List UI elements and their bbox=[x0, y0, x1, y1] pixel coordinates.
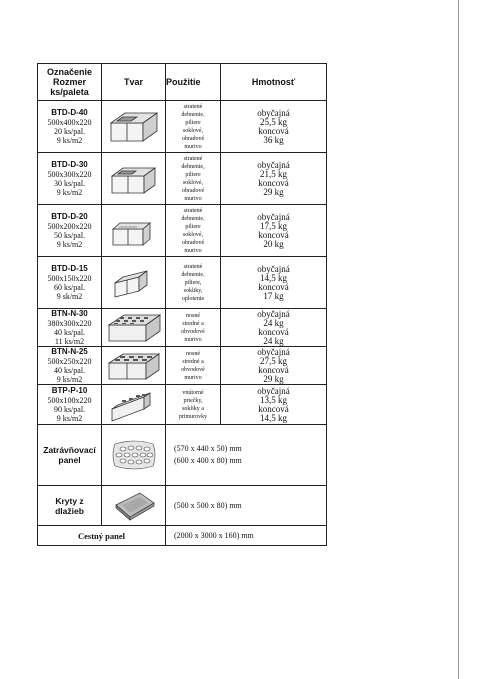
table-row bbox=[38, 205, 327, 257]
page-edge-line bbox=[458, 0, 459, 679]
block-designation-cell: BTN-N-30 380x300x220 40 ks/pal. 11 ks/m2 bbox=[38, 309, 102, 347]
table-row bbox=[38, 425, 327, 486]
block-use-cell: nosné stredné a obvodové murivo bbox=[166, 347, 221, 385]
header-shape: Tvar bbox=[102, 64, 166, 101]
block-designation-cell: BTN-N-25 500x250x220 40 ks/pal. 9 ks/m2 bbox=[38, 347, 102, 385]
header-designation: Označenie Rozmer ks/paleta bbox=[38, 64, 102, 101]
header-use: Použitie bbox=[166, 64, 221, 101]
panel-sizes-cell: (500 x 500 x 80) mm bbox=[166, 486, 327, 526]
hollow-formwork-block-icon bbox=[102, 257, 166, 309]
table-row bbox=[38, 526, 327, 546]
block-code: BTN-N-25 bbox=[51, 347, 88, 356]
load-bearing-block-icon bbox=[102, 347, 166, 385]
product-spec-table bbox=[37, 63, 327, 546]
panel-name-cell: Zatrávňovací panel bbox=[38, 425, 102, 486]
block-use-cell: nosné stredné a obvodové murivo bbox=[166, 309, 221, 347]
block-code: BTD-D-40 bbox=[51, 108, 88, 117]
table-row bbox=[38, 257, 327, 309]
road-panel-name: Cestný panel bbox=[38, 526, 166, 546]
block-weight-cell: obyčajná 21,5 kg koncová 29 kg bbox=[221, 153, 327, 205]
block-code: BTD-D-30 bbox=[51, 160, 88, 169]
table-row bbox=[38, 347, 327, 385]
panel-name-cell: Kryty z dlažieb bbox=[38, 486, 102, 526]
block-weight-cell: obyčajná 13,5 kg koncová 14,5 kg bbox=[221, 385, 327, 425]
block-weight-cell: obyčajná 14,5 kg koncová 17 kg bbox=[221, 257, 327, 309]
block-use-cell: stratené debnenie, piliere soklové, obradové murivo bbox=[166, 101, 221, 153]
paving-slab-icon bbox=[102, 486, 166, 526]
table-row bbox=[38, 385, 327, 425]
hollow-formwork-block-icon bbox=[102, 153, 166, 205]
table-row bbox=[38, 486, 327, 526]
block-designation-cell: BTD-D-30 500x300x220 30 ks/pal. 9 ks/m2 bbox=[38, 153, 102, 205]
block-use-cell: vnútorné priečky, sokliky a primurovky bbox=[166, 385, 221, 425]
panel-sizes-cell: (570 x 440 x 50) mm (600 x 400 x 80) mm bbox=[166, 425, 327, 486]
header-row bbox=[38, 64, 327, 101]
road-panel-size: (2000 x 3000 x 160) mm bbox=[166, 526, 327, 546]
block-use-cell: stratené debnenie, piliere soklové, obradové murivo bbox=[166, 205, 221, 257]
block-designation-cell: BTD-D-20 500x200x220 50 ks/pal. 9 ks/m2 bbox=[38, 205, 102, 257]
block-code: BTD-D-15 bbox=[51, 264, 88, 273]
block-code: BTN-N-30 bbox=[51, 309, 88, 318]
block-designation-cell: BTD-D-40 500x400x220 20 ks/pal. 9 ks/m2 bbox=[38, 101, 102, 153]
partition-block-icon bbox=[102, 385, 166, 425]
block-use-cell: stratené debnenie, piliere, sokliky, oplotenie bbox=[166, 257, 221, 309]
block-designation-cell: BTP-P-10 500x100x220 90 ks/pal. 9 ks/m2 bbox=[38, 385, 102, 425]
block-weight-cell: obyčajná 17,5 kg koncová 20 kg bbox=[221, 205, 327, 257]
block-weight-cell: obyčajná 24 kg koncová 24 kg bbox=[221, 309, 327, 347]
table-row bbox=[38, 101, 327, 153]
block-code: BTD-D-20 bbox=[51, 212, 88, 221]
block-weight-cell: obyčajná 25,5 kg koncová 36 kg bbox=[221, 101, 327, 153]
block-use-cell: stratené debnenie, piliere soklové, obradové murivo bbox=[166, 153, 221, 205]
table-row bbox=[38, 309, 327, 347]
header-weight: Hmotnosť bbox=[221, 64, 327, 101]
table-row bbox=[38, 153, 327, 205]
block-weight-cell: obyčajná 27,5 kg koncová 29 kg bbox=[221, 347, 327, 385]
hollow-formwork-block-icon bbox=[102, 101, 166, 153]
block-code: BTP-P-10 bbox=[51, 386, 88, 395]
grass-paver-icon bbox=[102, 425, 166, 486]
load-bearing-block-icon bbox=[102, 309, 166, 347]
block-designation-cell: BTD-D-15 500x150x220 60 ks/pal. 9 sk/m2 bbox=[38, 257, 102, 309]
hollow-formwork-block-icon bbox=[102, 205, 166, 257]
